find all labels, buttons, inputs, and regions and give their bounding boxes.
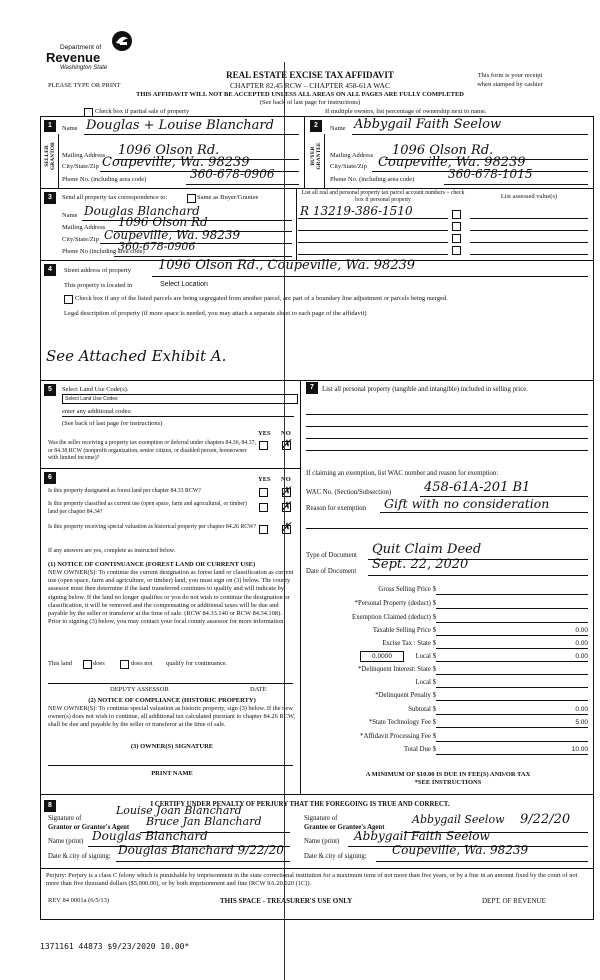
seller-city-field[interactable]: Coupeville, Wa. 98239	[102, 155, 250, 170]
section1-number: 1	[44, 120, 56, 132]
section2-number: 2	[310, 120, 322, 132]
grantee-name-field[interactable]: Abbygail Faith Seelow	[354, 829, 490, 843]
seller-phone-label: Phone No. (including area code)	[62, 176, 147, 183]
treasurer-use-label: THIS SPACE - TREASURER'S USE ONLY	[220, 897, 353, 905]
land-does-not-label: does not	[131, 660, 153, 667]
grantee-signature[interactable]: Abbygail Seelow	[412, 813, 505, 826]
fee-value[interactable]: 0.00	[575, 653, 588, 660]
section6-no-header: NO	[281, 476, 291, 483]
doc-date-field[interactable]: Sept. 22, 2020	[372, 557, 469, 572]
current-use-no-mark: ✗	[281, 499, 292, 513]
forest-yes-checkbox[interactable]	[259, 488, 268, 497]
buyer-phone-field[interactable]: 360-678-1015	[448, 167, 533, 181]
exemption-no-mark: ✗	[281, 437, 292, 451]
street-address-label: Street address of property	[64, 267, 131, 274]
local-rate-box[interactable]: 0.0000	[360, 651, 404, 662]
parcel-number-field[interactable]: R 13219-386-1510	[300, 204, 413, 218]
multiple-owners-note: If multiple owners, list percentage of ownership next to name.	[325, 108, 487, 115]
section5-number: 5	[44, 384, 56, 396]
notice-compliance-title: (2) NOTICE OF COMPLIANCE (HISTORIC PROPERTY)	[88, 697, 256, 704]
buyer-name-label: Name	[330, 125, 346, 132]
corr-name-field[interactable]: Douglas Blanchard	[84, 204, 200, 218]
scan-artifact-line	[284, 62, 285, 980]
assessed-header: List assessed value(s)	[500, 193, 558, 200]
dor-logo	[46, 30, 136, 72]
personal-property-label: List all personal property (tangible and intangible) included in selling price.	[322, 386, 528, 393]
fee-label: *Affidavit Processing Fee $	[360, 733, 436, 740]
buyer-city-field[interactable]: Coupeville, Wa. 98239	[378, 155, 526, 170]
location-select[interactable]: Select Location	[160, 281, 208, 288]
minimum-fee-note: A MINIMUM OF $10.00 IS DUE IN FEE(S) AND/OR TAX	[365, 771, 531, 778]
section5-no-header: NO	[281, 430, 291, 437]
logo-emblem-icon	[111, 30, 133, 52]
dept-revenue-label: DEPT. OF REVENUE	[482, 897, 546, 905]
section7-number: 7	[306, 382, 318, 394]
segregated-label: Check box if any of the listed parcels are being segregated from another parcel, are part of a boundary line adjustment or parcels being merged.	[75, 295, 448, 302]
grantor-signature[interactable]: Bruce Jan Blanchard	[146, 815, 262, 828]
seller-mail-label: Mailing Address	[62, 152, 106, 159]
grantor-name-field[interactable]: Douglas Blanchard	[92, 829, 208, 843]
exemption-claim-label: If claiming an exemption, list WAC number and reason for exemption:	[306, 470, 499, 477]
fee-label: Taxable Selling Price $	[372, 627, 436, 634]
see-instructions-note: *SEE INSTRUCTIONS	[414, 779, 482, 786]
parcel-checkbox-3[interactable]	[452, 234, 461, 243]
exemption-yes-checkbox[interactable]	[259, 441, 268, 450]
land-does-label: does	[93, 660, 105, 667]
doc-type-label: Type of Document	[306, 552, 357, 559]
corr-phone-field[interactable]: 360-678-0906	[118, 240, 196, 253]
corr-phone-label: Phone No (including area code)	[62, 248, 145, 255]
parcel-header: List all real and personal property tax parcel account numbers – check box if personal property	[301, 190, 465, 203]
form-chapter: CHAPTER 82.45 RCW – CHAPTER 458-61A WAC	[230, 81, 390, 90]
section6-number: 6	[44, 472, 56, 484]
fee-label: *Personal Property (deduct) $	[354, 600, 436, 607]
this-land-label: This land	[48, 660, 72, 667]
deputy-date-label: DATE	[250, 686, 267, 693]
current-use-question: Is this property classified as current use (open space, farm and agricultural, or timber) land per chapter 84.34?	[48, 501, 247, 515]
see-back-note: (See back of last page for instructions)	[259, 99, 361, 106]
legal-description-label: Legal description of property (if more space is needed, you may attach a separate sheet to each page of the affidavit)	[64, 310, 367, 317]
deputy-assessor-label: DEPUTY ASSESSOR	[110, 686, 169, 693]
buyer-phone-label: Phone No. (including area code)	[330, 176, 415, 183]
exemption-question: Was the seller receiving a property tax exemption or deferral under chapters 84.36, 84.37, or 84.38 RCW (nonprofit organization, senior citizen, or disabled person, homeowner with limited income)?	[48, 440, 256, 461]
forest-no-mark: ✗	[281, 484, 292, 498]
notice-continuance-title: (1) NOTICE OF CONTINUANCE (FOREST LAND OR CURRENT USE)	[48, 561, 256, 568]
land-does-not-checkbox[interactable]	[120, 660, 129, 669]
buyer-mail-label: Mailing Address	[330, 152, 374, 159]
land-use-label: Select Land Use Code(s).	[62, 386, 129, 393]
please-type: PLEASE TYPE OR PRINT	[48, 82, 121, 89]
grantee-sig-label1: Signature of	[304, 815, 338, 822]
receipt-line2: when stamped by cashier	[477, 81, 543, 88]
wac-label: WAC No. (Section/Subsection)	[306, 489, 392, 496]
form-title: REAL ESTATE EXCISE TAX AFFIDAVIT	[226, 70, 394, 80]
seller-mail-field[interactable]: 1096 Olson Rd.	[118, 143, 220, 158]
fee-label: Subtotal $	[408, 706, 436, 713]
same-as-buyer-label: Same as Buyer/Grantee	[197, 194, 259, 201]
qualify-label: qualify for continuance.	[166, 660, 228, 667]
parcel-checkbox-2[interactable]	[452, 222, 461, 231]
legal-description-field[interactable]: See Attached Exhibit A.	[46, 347, 227, 365]
additional-codes-label: enter any additional codes:	[62, 408, 132, 415]
fee-label: Excise Tax : State $	[382, 640, 436, 647]
corr-name-label: Name	[62, 212, 78, 219]
section5-see-back: (See back of last page for instructions)	[62, 420, 163, 427]
certify-statement: I CERTIFY UNDER PENALTY OF PERJURY THAT THE FOREGOING IS TRUE AND CORRECT.	[150, 801, 450, 808]
reason-field[interactable]: Gift with no consideration	[384, 496, 550, 511]
partial-sale-label: Check box if partial sale of property	[95, 108, 190, 115]
section5-yes-header: YES	[258, 430, 271, 437]
doc-type-field[interactable]: Quit Claim Deed	[372, 542, 482, 557]
fee-label: *Delinquent Penalty $	[375, 692, 436, 699]
land-does-checkbox[interactable]	[83, 660, 92, 669]
print-name-label: PRINT NAME	[151, 770, 193, 777]
dept-line2: Revenue	[46, 50, 101, 65]
corr-city-field[interactable]: Coupeville, Wa. 98239	[104, 228, 241, 242]
not-accepted-note: THIS AFFIDAVIT WILL NOT BE ACCEPTED UNLESS ALL AREAS ON ALL PAGES ARE FULLY COMPLETED	[136, 91, 464, 98]
buyer-name-field[interactable]: Abbygail Faith Seelow	[354, 117, 502, 132]
seller-city-label: City/State/Zip	[62, 163, 99, 170]
fee-value[interactable]: 10.00	[571, 746, 588, 753]
dept-line3: Washington State	[60, 65, 108, 71]
street-address-field[interactable]: 1096 Olson Rd., Coupeville, Wa. 98239	[158, 258, 416, 273]
land-use-select-value: Select Land Use Codes	[65, 396, 118, 402]
fee-value[interactable]: 0.00	[575, 640, 588, 647]
reason-label: Reason for exemption	[306, 505, 367, 512]
buyer-mail-field[interactable]: 1096 Olson Rd.	[392, 143, 494, 158]
seller-name-label: Name	[62, 125, 78, 132]
fee-label: *State Technology Fee $	[368, 719, 436, 726]
rev-number: REV 84 0001a (6/5/13)	[48, 897, 110, 904]
grantee-city-field[interactable]: Coupeville, Wa. 98239	[392, 843, 529, 857]
land-use-select[interactable]	[62, 394, 298, 404]
fee-value[interactable]: 5.00	[575, 719, 588, 726]
section4-number: 4	[44, 264, 56, 276]
parcel-checkbox-4[interactable]	[452, 246, 461, 255]
recording-stamp: 1371161 44873 $9/23/2020 10.00*	[40, 942, 190, 951]
seller-name-field[interactable]: Douglas + Louise Blanchard	[86, 118, 274, 133]
current-use-yes-checkbox[interactable]	[259, 503, 268, 512]
segregated-checkbox[interactable]	[64, 295, 73, 304]
perjury-notice: Perjury: Perjury is a class C felony which is punishable by imprisonment in the state correctional institution for a maximum term of not more than five years, or by a fine in an amount fixed by the court of not more than five thousand dollars ($5,000.00), or by both imprisonment and fine (RCW 9A.20.020 (1C)).	[46, 872, 578, 888]
fee-value[interactable]: 0.00	[575, 706, 588, 713]
located-label: This property is located in	[64, 282, 133, 289]
send-correspondence-label: Send all property tax correspondence to:	[62, 194, 168, 201]
seller-side-label: SELLER GRANTOR	[44, 141, 56, 170]
fee-label: Exemption Claimed (deduct) $	[352, 614, 436, 621]
section8-number: 8	[44, 800, 56, 812]
notice-compliance-text: NEW OWNER(S): To continue special valuation as historic property, sign (3) below. If the new owner(s) does not wish to continue, all additional tax calculated pursuant to chapter 84.26 RCW, shall be due and payable by the seller or transferor at the time of sale.	[48, 705, 295, 729]
grantor-sig-label2: Grantor or Grantor's Agent	[48, 824, 130, 831]
parcel-checkbox-1[interactable]	[452, 210, 461, 219]
fee-label: *Delinquent Interest: State $	[358, 666, 436, 673]
grantor-signature-top[interactable]: Louise Joan Blanchard	[116, 804, 242, 817]
fee-value[interactable]: 0.00	[575, 627, 588, 634]
if-yes-instruction: If any answers are yes, complete as instructed below.	[48, 548, 176, 554]
seller-phone-field[interactable]: 360-678-0906	[190, 167, 275, 181]
buyer-side-label: BUYER GRANTEE	[310, 142, 322, 170]
historic-question: Is this property receiving special valuation as historical property per chapter 84.26 RCW?	[48, 524, 257, 530]
corr-mail-label: Mailing Address	[62, 224, 106, 231]
grantee-date-label: Date & city of signing:	[304, 853, 367, 860]
grantee-sig-label2: Grantee or Grantee's Agent	[304, 824, 385, 831]
notice-continuance-text: NEW OWNER(S): To continue the current designation as forest land or classification as current use (open space, farm and agriculture, or timber) land, you must sign on (3) below. The county assessor must then determine if the land transferred continues to qualify and will indicate by signing below. If the land no longer qualifies or you do not wish to continue the designation or classification, it will be removed and the compensating or additional taxes will be due and payable by the seller or transferor at the time of sale. (RCW 84.33.140 or RCW 84.34.108). Prior to signing (3) below, you may contact your local county assessor for more information.	[48, 569, 294, 626]
dept-line1: Department of	[60, 44, 102, 51]
grantor-sig-label1: Signature of	[48, 815, 82, 822]
fee-label: Gross Selling Price $	[378, 586, 436, 593]
fee-label: Local $	[415, 679, 436, 686]
fee-label: Local $	[415, 653, 436, 660]
historic-yes-checkbox[interactable]	[259, 525, 268, 534]
forest-question: Is this property designated as forest land per chapter 84.33 RCW?	[48, 488, 201, 494]
grantee-signature-date[interactable]: 9/22/20	[520, 812, 571, 827]
wac-field[interactable]: 458-61A-201 B1	[424, 480, 531, 495]
section6-yes-header: YES	[258, 476, 271, 483]
same-as-buyer-checkbox[interactable]	[187, 194, 196, 203]
doc-date-label: Date of Document	[306, 568, 357, 575]
owner-signature-label: (3) OWNER(S) SIGNATURE	[130, 743, 214, 750]
historic-no-mark: ✗	[281, 520, 292, 534]
corr-mail-field[interactable]: 1096 Olson Rd	[118, 215, 208, 229]
grantor-date-field[interactable]: Douglas Blanchard 9/22/20	[118, 843, 284, 857]
fee-label: Total Due $	[404, 746, 436, 753]
corr-city-label: City/State/Zip	[62, 236, 99, 243]
section3-number: 3	[44, 192, 56, 204]
grantee-name-label: Name (print)	[304, 838, 340, 845]
receipt-line1: This form is your receipt	[477, 72, 543, 79]
buyer-city-label: City/State/Zip	[330, 163, 367, 170]
grantor-date-label: Date & city of signing:	[48, 853, 111, 860]
grantor-name-label: Name (print)	[48, 838, 84, 845]
